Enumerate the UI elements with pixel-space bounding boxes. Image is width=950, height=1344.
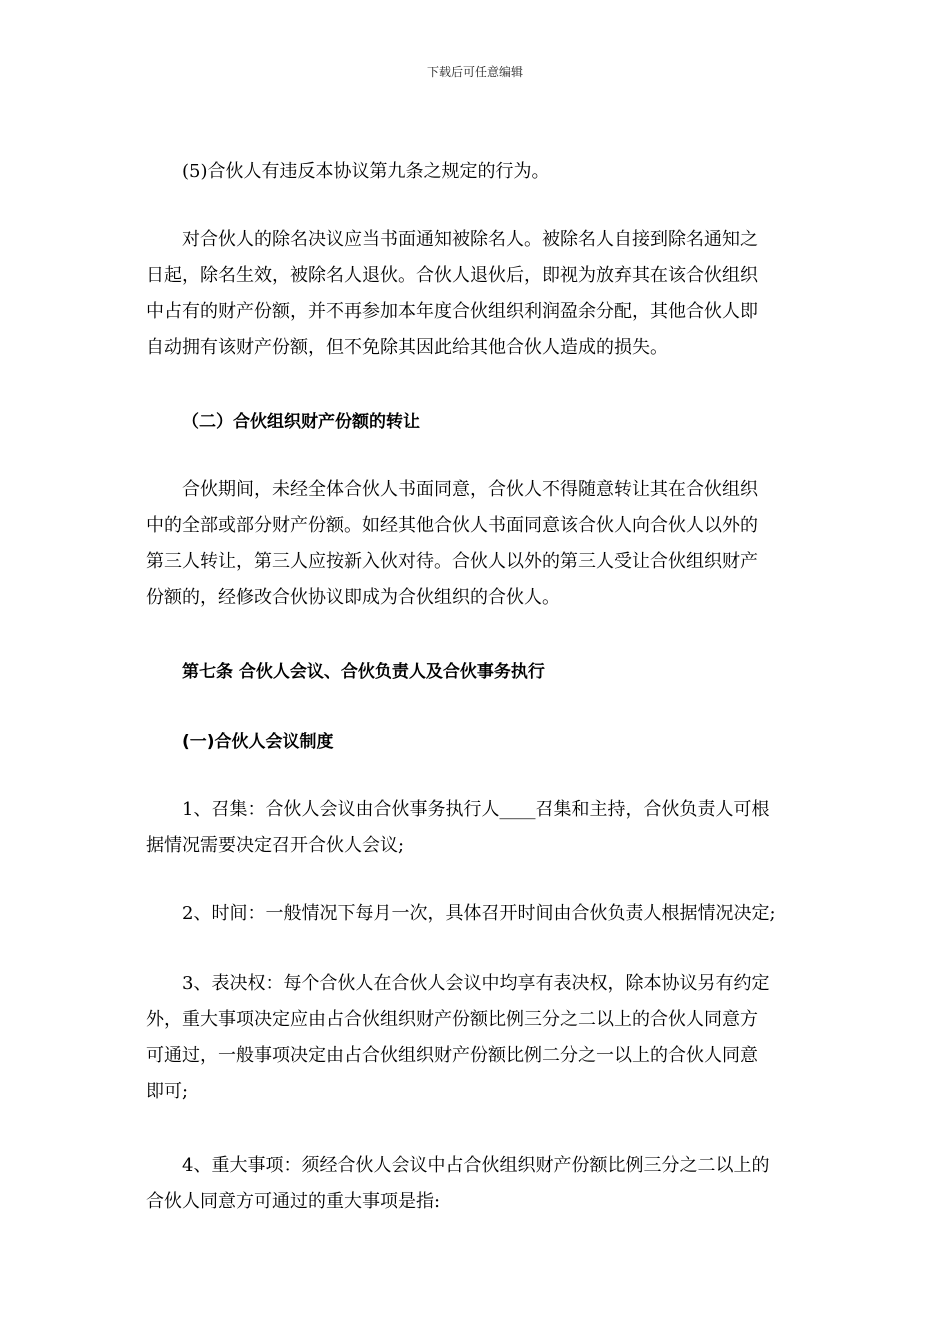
text-line: 合伙期间，未经全体合伙人书面同意，合伙人不得随意转让其在合伙组织 [182, 479, 758, 500]
text-line: 份额的，经修改合伙协议即成为合伙组织的合伙人。 [146, 587, 560, 608]
paragraph-clause-5 [146, 154, 818, 190]
text-line: 4、重大事项：须经合伙人会议中占合伙组织财产份额比例三分之二以上的 [182, 1155, 770, 1176]
page-header: 下载后可任意编辑 [426, 65, 523, 79]
text-line: (5)合伙人有违反本协议第九条之规定的行为。 [182, 161, 550, 182]
paragraph-voting [146, 966, 818, 1110]
paragraph-time [146, 896, 818, 932]
text-line: 3、表决权：每个合伙人在合伙人会议中均享有表决权，除本协议另有约定 [182, 973, 770, 994]
text-line: 据情况需要决定召开合伙人会议; [146, 835, 405, 856]
paragraph-major-matters [146, 1148, 818, 1220]
text-line: 外，重大事项决定应由占合伙组织财产份额比例三分之二以上的合伙人同意方 [146, 1009, 758, 1030]
article-seven-heading [146, 654, 818, 690]
heading-text: （二）合伙组织财产份额的转让 [182, 412, 420, 432]
text-line: 2、时间：一般情况下每月一次，具体召开时间由合伙负责人根据情况决定; [182, 903, 776, 924]
section-heading-transfer [146, 404, 818, 440]
text-line: 日起，除名生效，被除名人退伙。合伙人退伙后，即视为放弃其在该合伙组织 [146, 265, 758, 286]
text-line: 1、召集：合伙人会议由合伙事务执行人____召集和主持，合伙负责人可根 [182, 799, 770, 820]
text-line: 第三人转让，第三人应按新入伙对待。合伙人以外的第三人受让合伙组织财产 [146, 551, 758, 572]
paragraph-removal-notice [146, 222, 818, 366]
text-line: 可通过，一般事项决定由占合伙组织财产份额比例二分之一以上的合伙人同意 [146, 1045, 758, 1066]
text-line: 对合伙人的除名决议应当书面通知被除名人。被除名人自接到除名通知之 [182, 229, 758, 250]
paragraph-convene [146, 792, 818, 864]
subsection-heading-meeting [146, 724, 818, 760]
text-line: 自动拥有该财产份额，但不免除其因此给其他合伙人造成的损失。 [146, 337, 668, 358]
text-line: 中的全部或部分财产份额。如经其他合伙人书面同意该合伙人向合伙人以外的 [146, 515, 758, 536]
text-line: 合伙人同意方可通过的重大事项是指: [146, 1191, 441, 1212]
text-line: 即可; [146, 1081, 189, 1102]
heading-text: (一)合伙人会议制度 [182, 732, 334, 752]
text-line: 中占有的财产份额，并不再参加本年度合伙组织利润盈余分配，其他合伙人即 [146, 301, 758, 322]
paragraph-transfer-rules [146, 472, 818, 616]
heading-text: 第七条 合伙人会议、合伙负责人及合伙事务执行 [182, 662, 545, 682]
